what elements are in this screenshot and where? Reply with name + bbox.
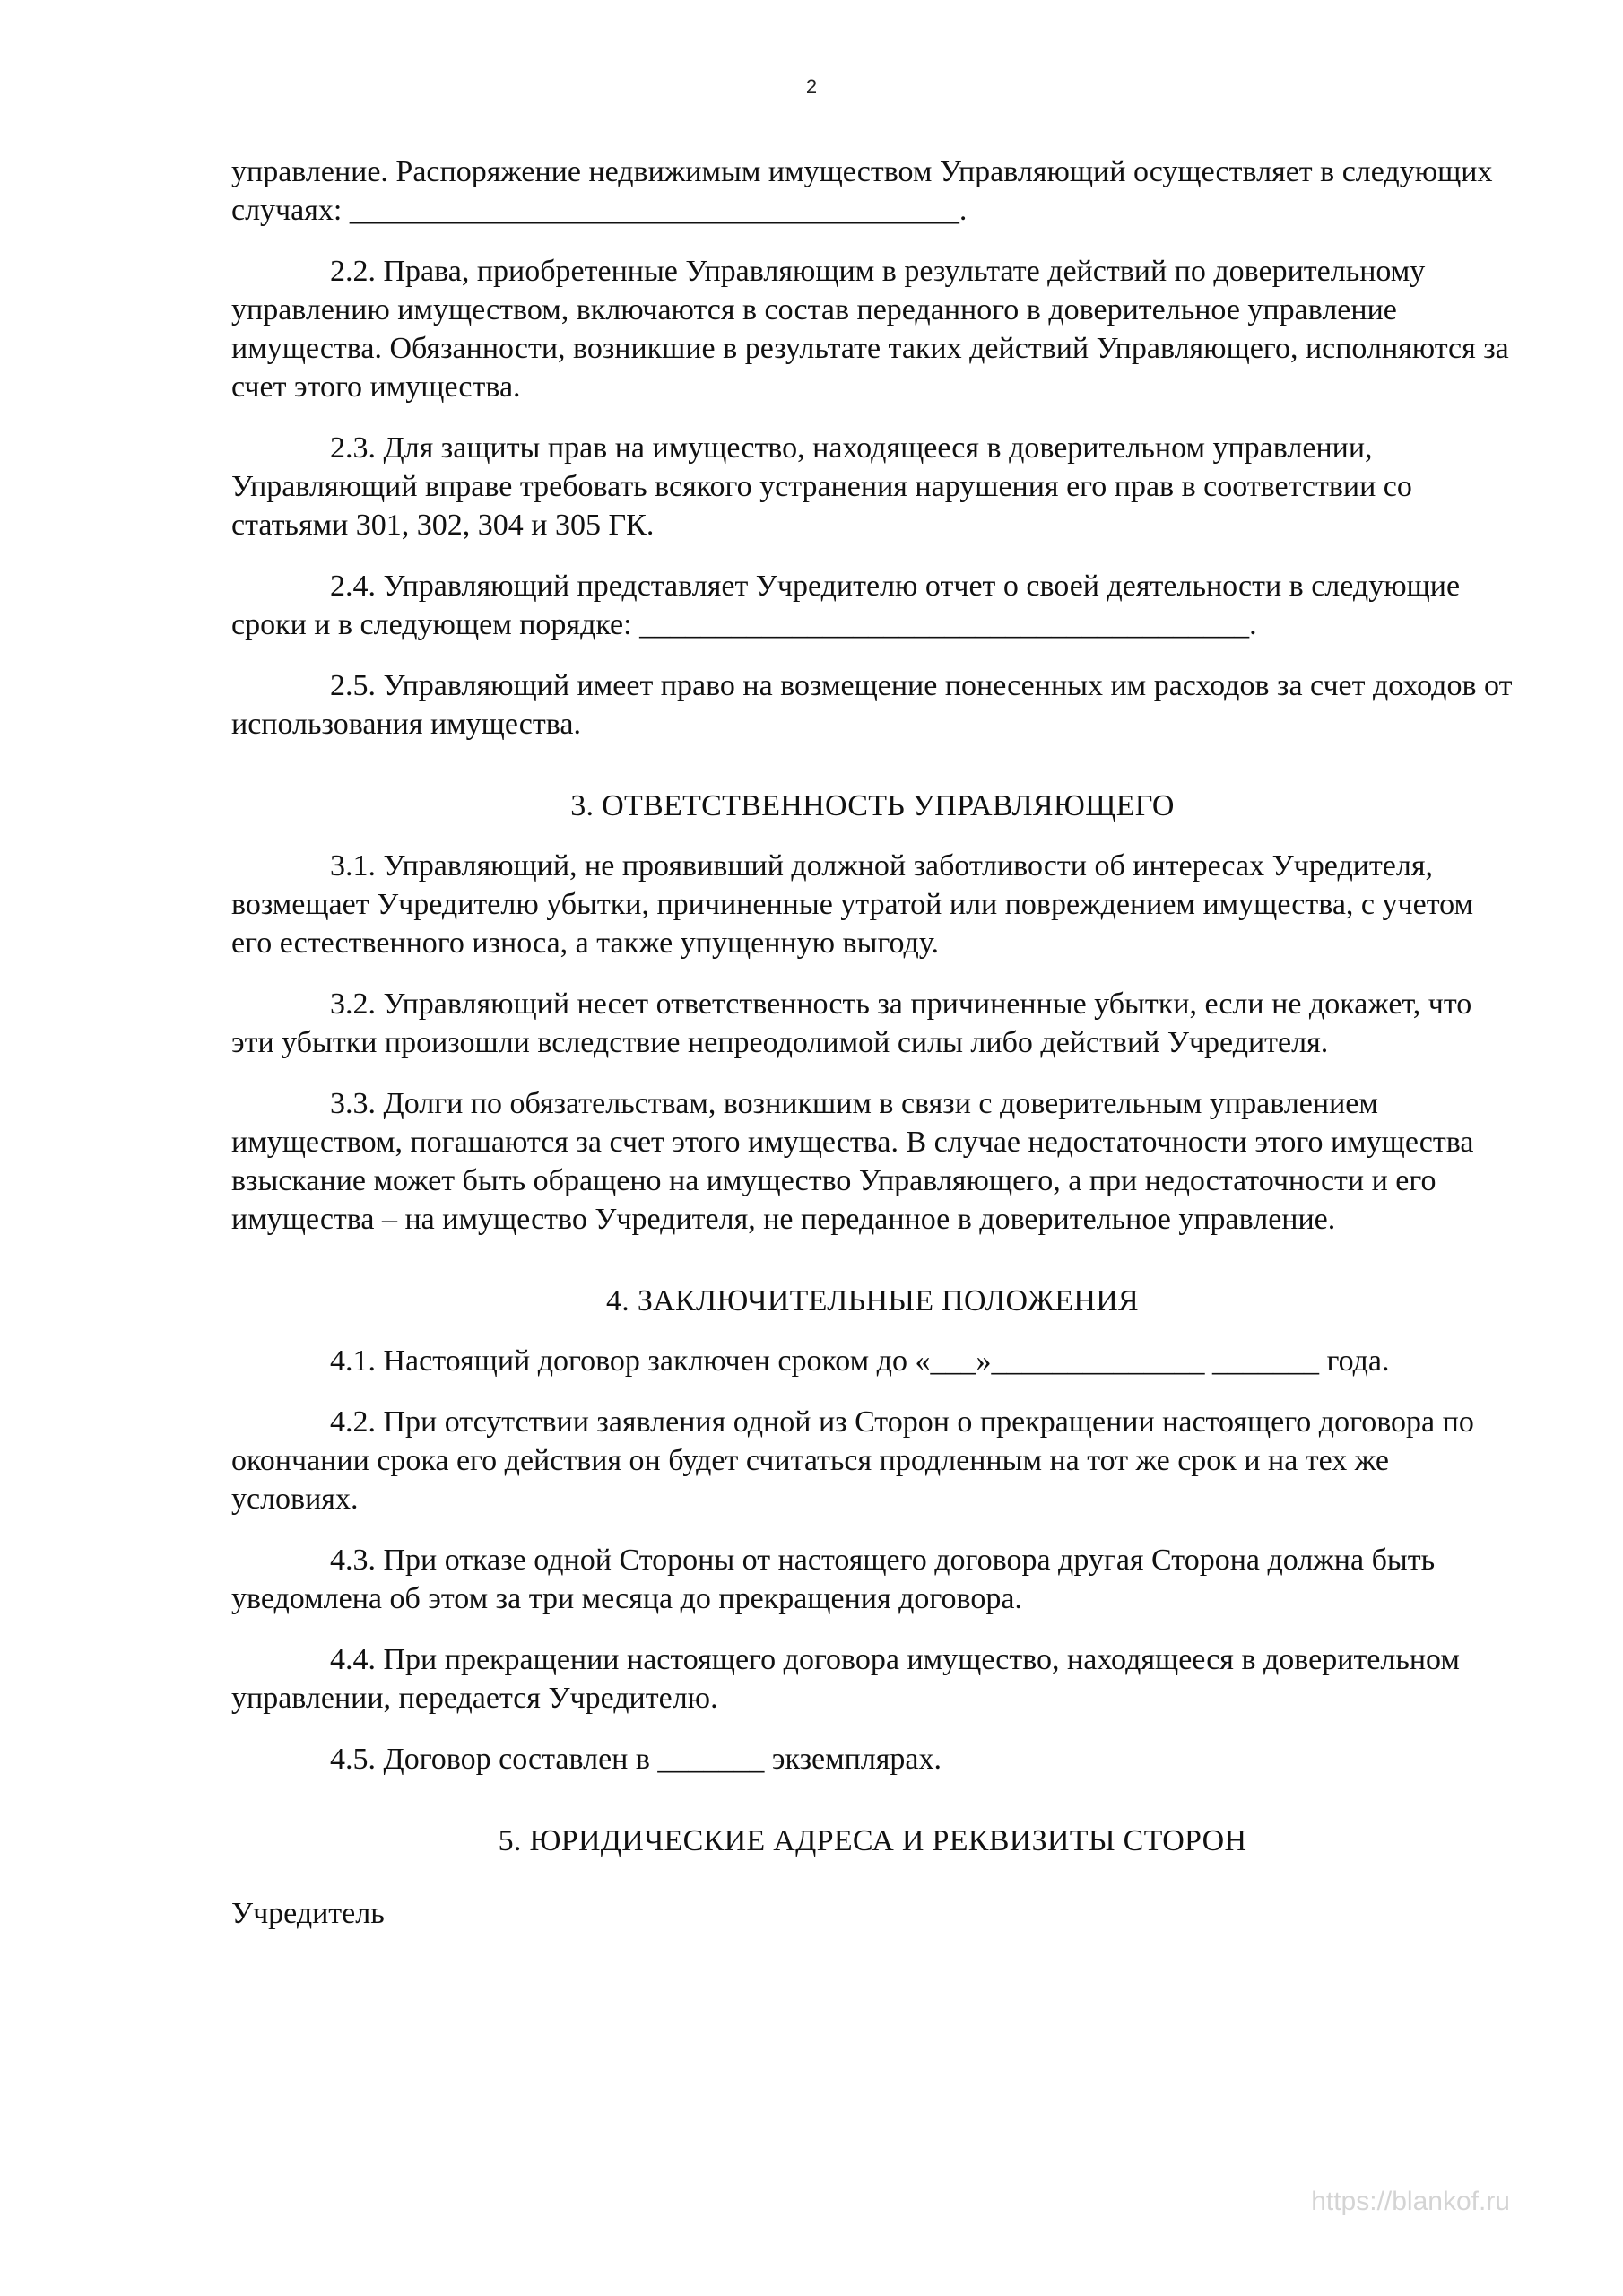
paragraph-2-1-continuation: управление. Распоряжение недвижимым имуществом Управляющий осуществляет в следующих случаях: ________________________________________. xyxy=(231,155,1493,227)
page-number: 2 xyxy=(805,75,818,98)
section-4-heading: 4. ЗАКЛЮЧИТЕЛЬНЫЕ ПОЛОЖЕНИЯ xyxy=(605,1284,1140,1318)
document-body xyxy=(231,152,1514,1955)
paragraph-2-4: 2.4. Управляющий представляет Учредителю отчет о своей деятельности в следующие сроки и в следующем порядке: ________________________________________. xyxy=(231,570,1461,641)
section-5-heading: 5. ЮРИДИЧЕСКИЕ АДРЕСА И РЕКВИЗИТЫ СТОРОН xyxy=(498,1824,1247,1857)
paragraph-3-1: 3.1. Управляющий, не проявивший должной заботливости об интересах Учредителя, возмещает Учредителю убытки, причиненные утратой или повреждением имущества, с учетом его естественного износа, а также упущенную выгоду. xyxy=(231,849,1473,960)
paragraph-2-2: 2.2. Права, приобретенные Управляющим в результате действий по доверительному управлению имуществом, включаются в состав переданного в доверительное управление имущества. Обязанности, возникшие в результате таких действий Управляющего, исполняются за счет этого имущества. xyxy=(231,255,1509,404)
paragraph-2-5: 2.5. Управляющий имеет право на возмещение понесенных им расходов за счет доходов от использования имущества. xyxy=(231,669,1513,741)
paragraph-3-2: 3.2. Управляющий несет ответственность за причиненные убытки, если не докажет, что эти убытки произошли вследствие непреодолимой силы либо действий Учредителя. xyxy=(231,987,1472,1059)
paragraph-4-1: 4.1. Настоящий договор заключен сроком до «___»______________ _______ года. xyxy=(330,1344,1390,1378)
paragraph-2-3: 2.3. Для защиты прав на имущество, находящееся в доверительном управлении, Управляющий вправе требовать всякого устранения нарушения его прав в соответствии со статьями 301, 302, 304 и 305 ГК. xyxy=(231,431,1412,542)
section-3-heading: 3. ОТВЕТСТВЕННОСТЬ УПРАВЛЯЮЩЕГО xyxy=(570,789,1175,822)
founder-label: Учредитель xyxy=(231,1897,385,1930)
paragraph-4-5: 4.5. Договор составлен в _______ экземплярах. xyxy=(330,1743,942,1776)
paragraph-4-4: 4.4. При прекращении настоящего договора имущество, находящееся в доверительном управлении, передается Учредителю. xyxy=(231,1643,1460,1715)
paragraph-3-3: 3.3. Долги по обязательствам, возникшим в связи с доверительным управлением имуществом, погашаются за счет этого имущества. В случае недостаточности этого имущества взыскание может быть обращено на имущество Управляющего, а при недостаточности и его имущества – на имущество Учредителя, не переданное в доверительное управление. xyxy=(231,1087,1474,1236)
watermark-link[interactable]: https://blankof.ru xyxy=(1311,2187,1510,2216)
paragraph-4-3: 4.3. При отказе одной Стороны от настоящего договора другая Сторона должна быть уведомлена об этом за три месяца до прекращения договора. xyxy=(231,1544,1436,1615)
paragraph-4-2: 4.2. При отсутствии заявления одной из Сторон о прекращении настоящего договора по окончании срока его действия он будет считаться продленным на тот же срок и на тех же условиях. xyxy=(231,1405,1474,1516)
